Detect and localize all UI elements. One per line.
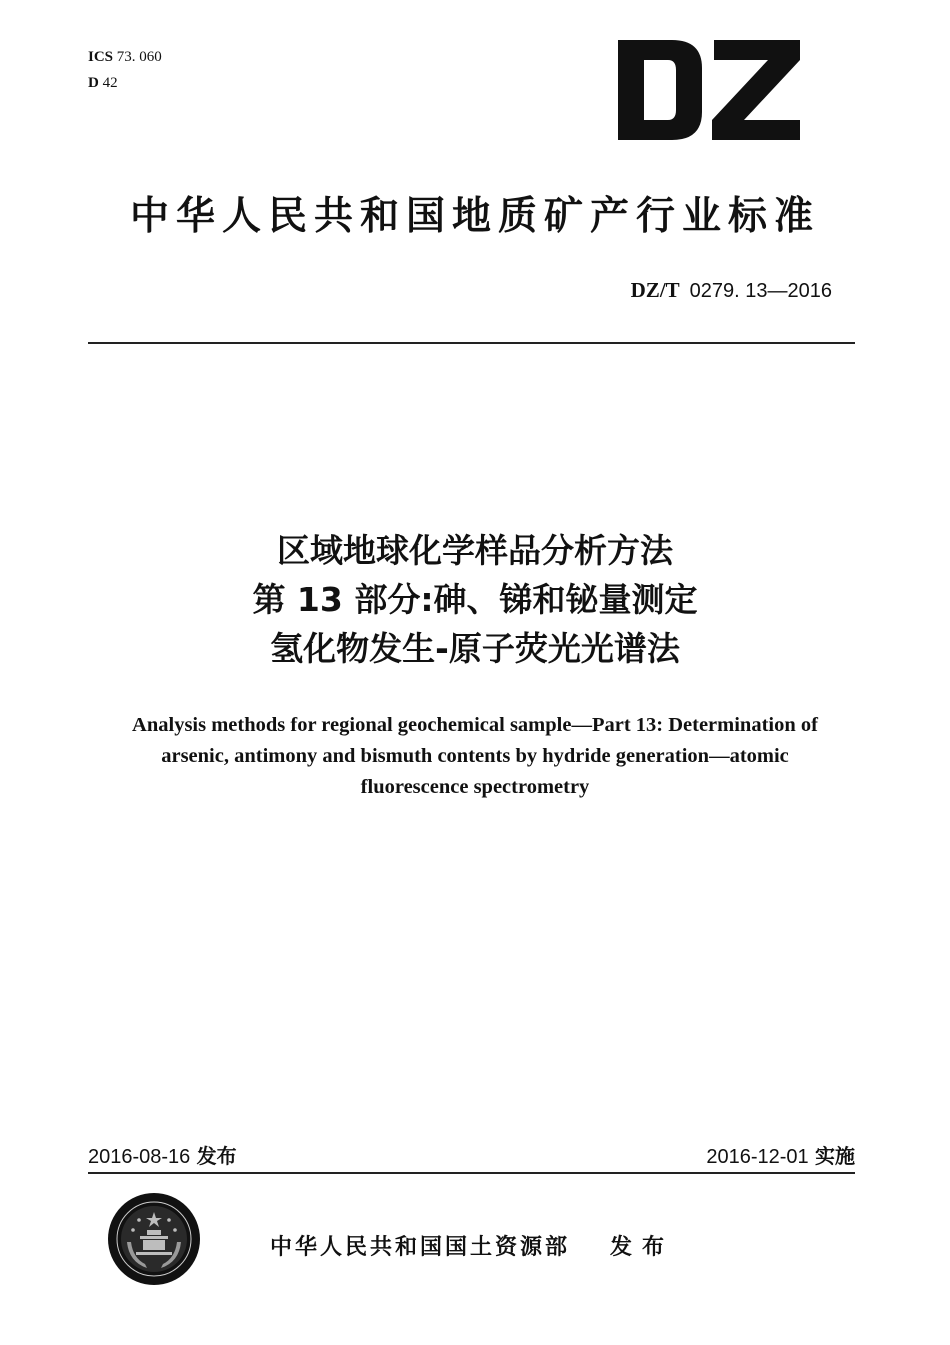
standard-number-value: 0279. 13—2016 bbox=[689, 280, 832, 302]
date-row bbox=[88, 1140, 855, 1170]
class-line bbox=[88, 70, 162, 96]
chinese-title bbox=[0, 526, 950, 673]
issue-date bbox=[88, 1140, 237, 1169]
dz-logo bbox=[614, 38, 804, 142]
english-title-line-3: fluorescence spectrometry bbox=[360, 776, 590, 798]
ics-line bbox=[88, 44, 162, 70]
ics-value: 73. 060 bbox=[116, 49, 162, 65]
bottom-divider bbox=[88, 1172, 855, 1174]
class-label: D bbox=[88, 75, 99, 91]
issuer-name: 中华人民共和国国土资源部 bbox=[270, 1235, 571, 1260]
standard-category-title: 中华人民共和国地质矿产行业标准 bbox=[129, 194, 820, 239]
chinese-title-line-2: 第 13 部分:砷、锑和铋量测定 bbox=[252, 580, 698, 619]
national-emblem-seal-icon bbox=[107, 1192, 201, 1286]
english-title-line-2: arsenic, antimony and bismuth contents by hydride generation—atomic bbox=[161, 745, 789, 767]
implementation-date-value: 2016-12-01 bbox=[706, 1146, 809, 1168]
class-value: 42 bbox=[102, 75, 118, 91]
chinese-title-line-1: 区域地球化学样品分析方法 bbox=[277, 531, 673, 570]
standard-code: DZ/T bbox=[630, 278, 680, 302]
top-divider bbox=[88, 342, 855, 344]
issuer-row bbox=[270, 1230, 674, 1261]
classification-block bbox=[88, 44, 162, 96]
issuer-action: 发布 bbox=[610, 1235, 675, 1260]
standard-number bbox=[631, 278, 832, 303]
implementation-date-word: 实施 bbox=[815, 1144, 855, 1168]
issue-date-word: 发布 bbox=[196, 1144, 237, 1168]
english-title-line-1: Analysis methods for regional geochemical sample—Part 13: Determination of bbox=[132, 714, 818, 736]
chinese-title-line-3: 氢化物发生-原子荧光光谱法 bbox=[270, 629, 680, 668]
english-title bbox=[80, 710, 870, 803]
issue-date-value: 2016-08-16 bbox=[88, 1146, 191, 1168]
implementation-date bbox=[706, 1140, 855, 1169]
ics-label: ICS bbox=[88, 49, 114, 65]
